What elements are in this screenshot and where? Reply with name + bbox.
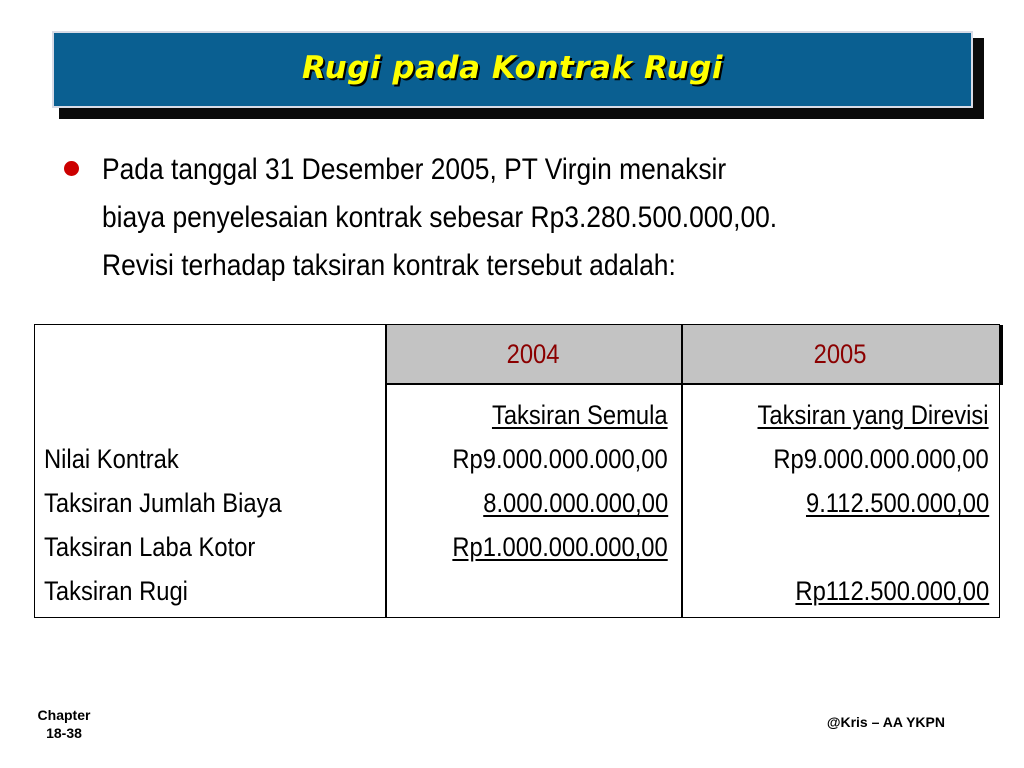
credit-text: @Kris – AA YKPN [826,714,945,730]
subheader-2005: Taksiran yang Direvisi [757,400,989,430]
slide-title: Rugi pada Kontrak Rugi [301,49,724,86]
row-label: Taksiran Jumlah Biaya [44,488,282,518]
bullet-line-1: Pada tanggal 31 Desember 2005, PT Virgin menaksir [102,153,727,186]
cell-2005: Rp112.500.000,00 [795,576,989,606]
row-label: Taksiran Laba Kotor [44,532,256,562]
cell-2004: Rp1.000.000.000,00 [452,532,668,562]
header-edge [999,325,1003,385]
row-label: Nilai Kontrak [44,444,179,474]
contract-table [34,324,1000,618]
cell-2004: 8.000.000.000,00 [483,488,668,518]
chapter-number: 18-38 [46,725,82,741]
bullet-line-2: biaya penyelesaian kontrak sebesar Rp3.280.500.000,00. [102,201,778,234]
column-divider [681,325,683,617]
subheader-2004: Taksiran Semula [492,400,668,430]
header-cell-2004 [385,325,681,385]
chapter-label [32,706,96,742]
cell-2004: Rp9.000.000.000,00 [452,444,668,474]
header-2004: 2004 [506,338,560,369]
row-label: Taksiran Rugi [44,576,188,606]
bullet-line-3: Revisi terhadap taksiran kontrak tersebut adalah: [102,249,676,282]
bullet-paragraph [102,146,876,290]
header-2005: 2005 [813,338,867,369]
cell-2005: Rp9.000.000.000,00 [773,444,989,474]
title-banner [52,31,973,108]
header-cell-2005 [681,325,999,385]
cell-2005: 9.112.500.000,00 [805,488,989,518]
column-divider [385,325,387,617]
chapter-word: Chapter [37,707,91,723]
bullet-dot-icon [64,161,79,176]
